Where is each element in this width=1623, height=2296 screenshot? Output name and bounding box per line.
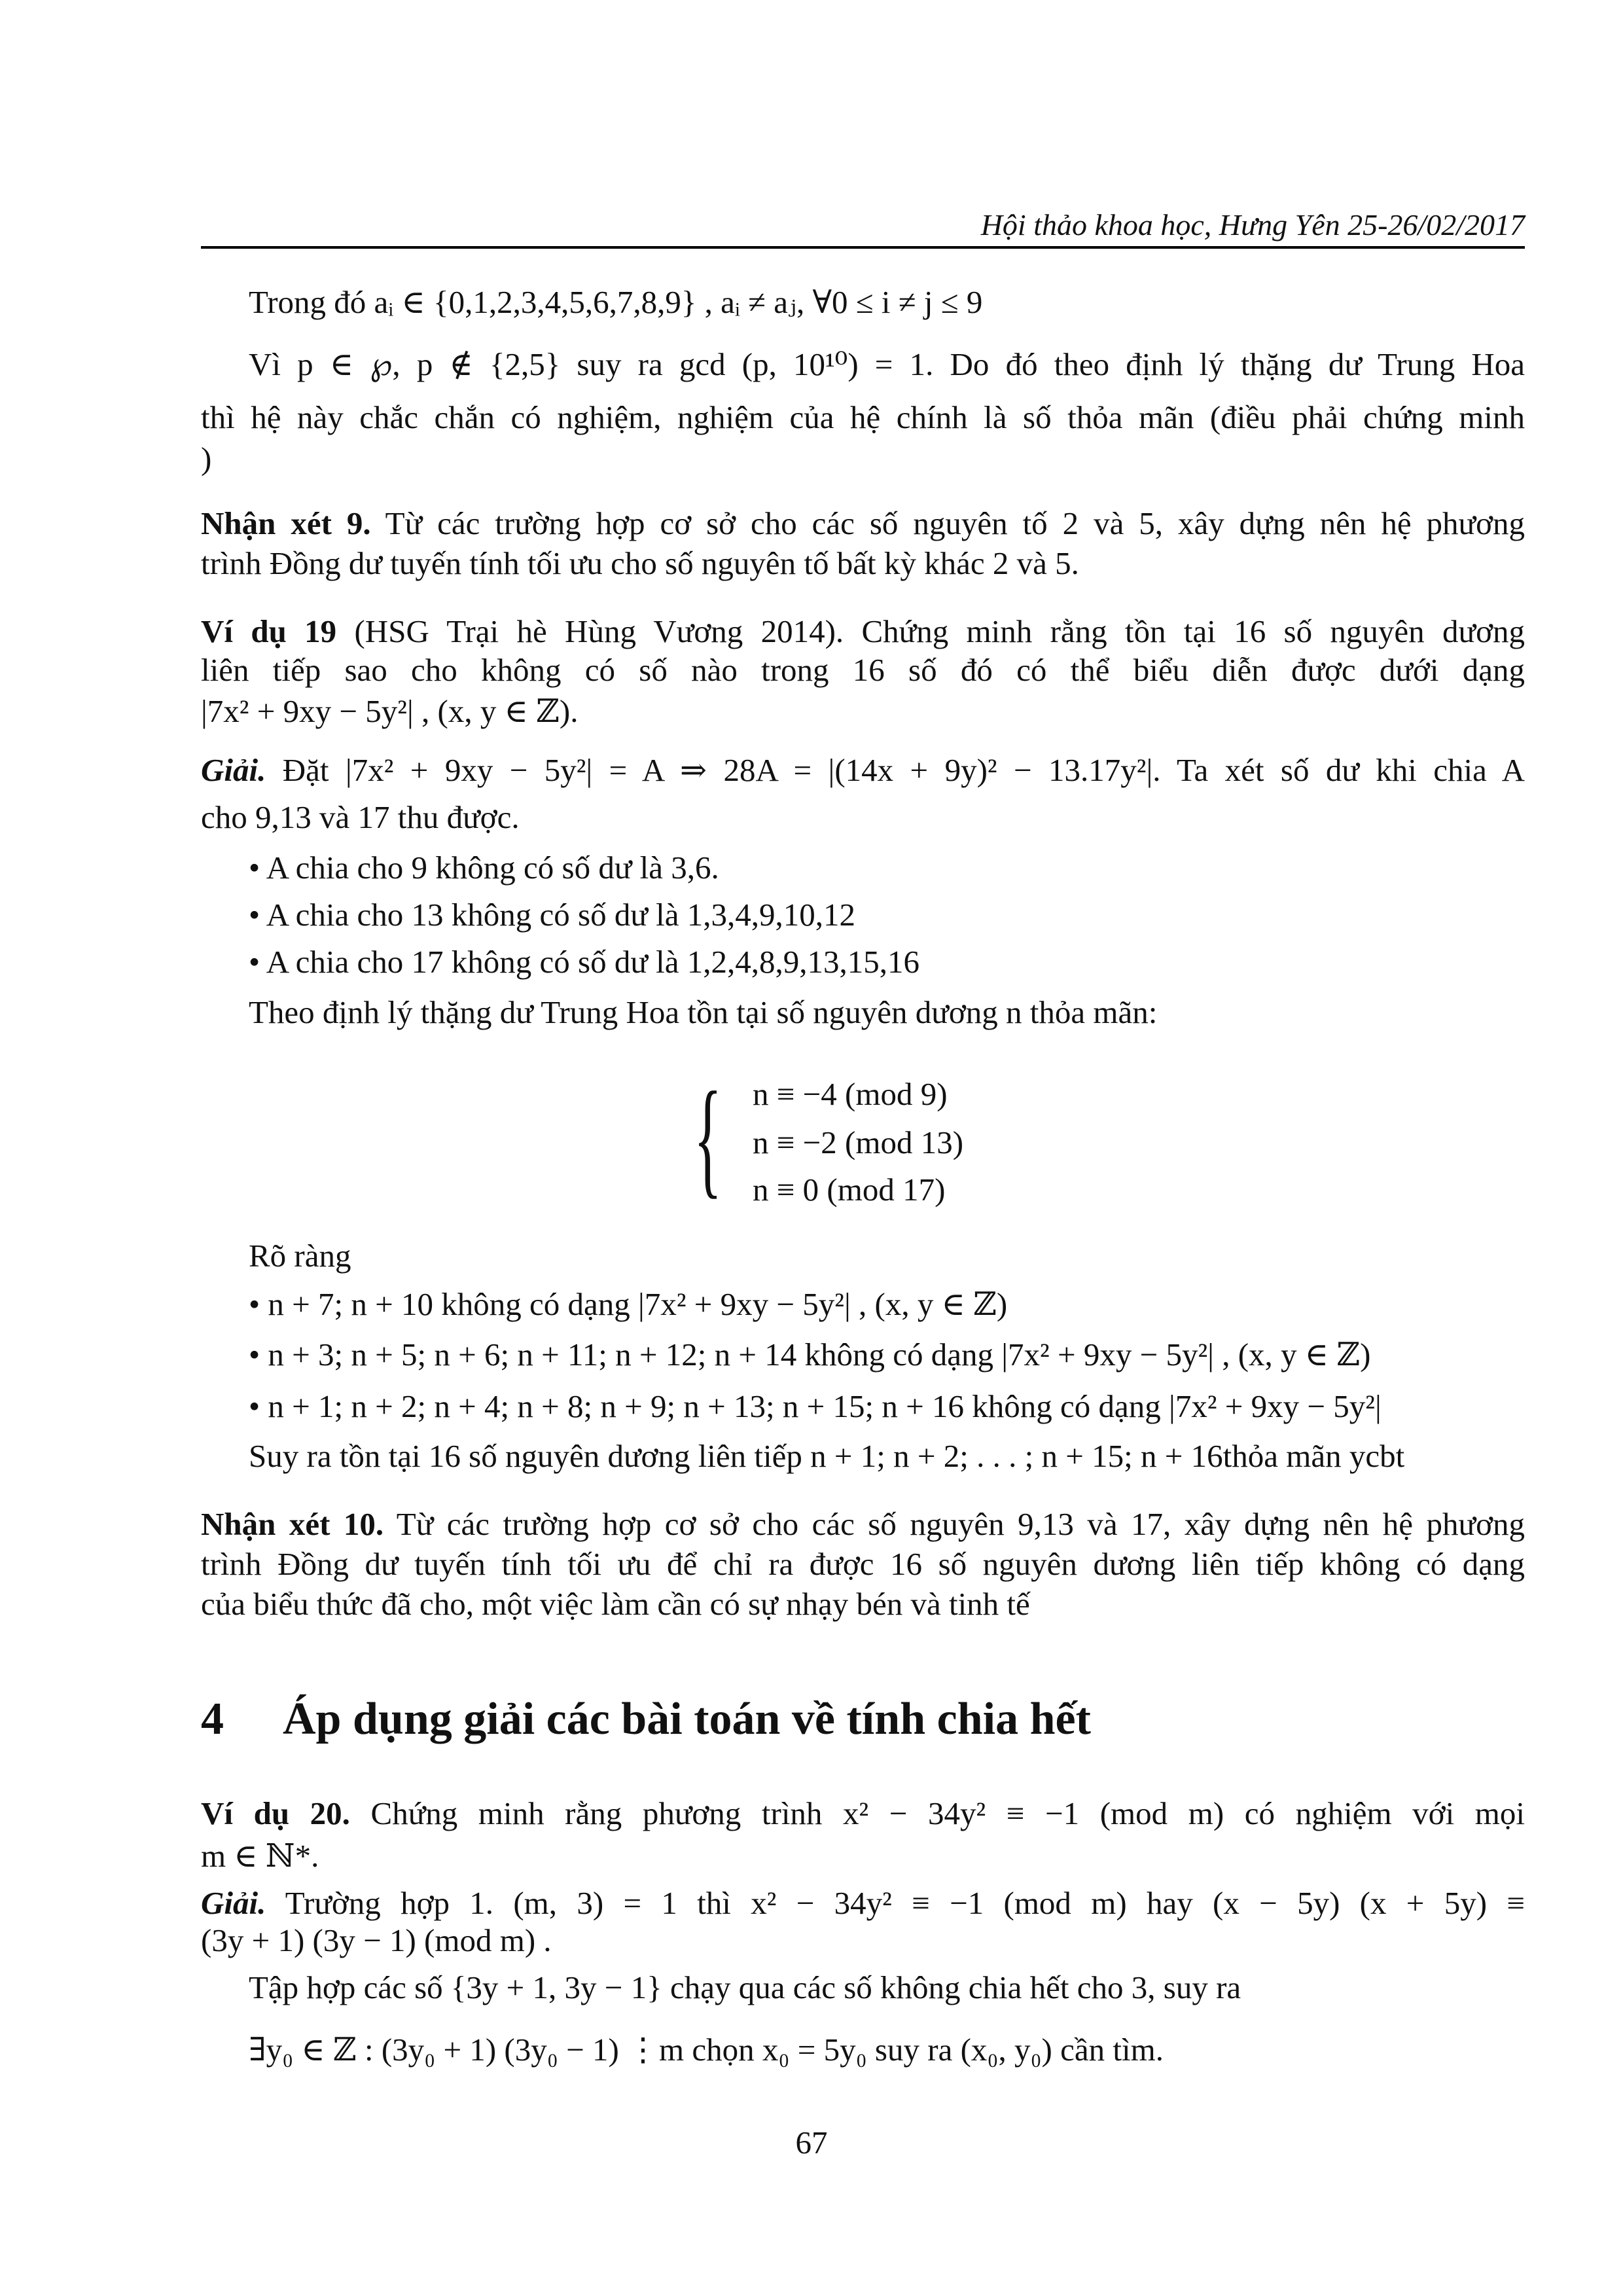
example-text: (HSG Trại hè Hùng Vương 2014). Chứng minh rằng tồn tại 16 số nguyên dương xyxy=(354,613,1525,649)
section-title: Áp dụng giải các bài toán về tính chia hết xyxy=(283,1694,1091,1744)
list-item: • n + 1; n + 2; n + 4; n + 8; n + 9; n + 13; n + 15; n + 16 không có dạng |7x² + 9xy − 5y²| xyxy=(249,1388,1382,1424)
text-line: Rõ ràng xyxy=(249,1238,351,1274)
example-label: Ví dụ 20. xyxy=(201,1795,350,1831)
remark-text: Từ các trường hợp cơ sở cho các số nguyên tố 2 và 5, xây dựng nên hệ phương xyxy=(385,505,1525,541)
remark-label: Nhận xét 9. xyxy=(201,505,371,541)
list-item: • n + 7; n + 10 không có dạng |7x² + 9xy − 5y²| , (x, y ∈ ℤ) xyxy=(249,1286,1008,1322)
section-number: 4 xyxy=(201,1694,224,1744)
remark-text: của biểu thức đã cho, một việc làm cần có sự nhạy bén và tinh tế xyxy=(201,1586,1030,1622)
example-20 xyxy=(201,1793,1525,1835)
solution-text: Đặt |7x² + 9xy − 5y²| = A ⇒ 28A = |(14x + 9y)² − 13.17y²|. Ta xét số dư khi chia A xyxy=(282,752,1525,788)
example-19 xyxy=(201,611,1525,653)
list-item-text: A chia cho 13 không có số dư là 1,3,4,9,10,12 xyxy=(266,897,855,933)
list-item-text: n + 7; n + 10 không có dạng |7x² + 9xy − 5y²| , (x, y ∈ ℤ) xyxy=(268,1286,1008,1322)
list-item: • n + 3; n + 5; n + 6; n + 11; n + 12; n + 14 không có dạng |7x² + 9xy − 5y²| , (x, y ∈ ℤ) xyxy=(249,1336,1371,1372)
running-header: Hội thảo khoa học, Hưng Yên 25-26/02/2017 xyxy=(980,208,1525,242)
remark-10 xyxy=(201,1503,1525,1545)
list-item: • A chia cho 9 không có số dư là 3,6. xyxy=(249,850,719,886)
solution-text: Tập hợp các số {3y + 1, 3y − 1} chạy qua các số không chia hết cho 3, suy ra xyxy=(249,1969,1241,2005)
solution-text: cho 9,13 và 17 thu được. xyxy=(201,799,520,835)
example-label: Ví dụ 19 xyxy=(201,613,337,649)
remark-text: trình Đồng dư tuyến tính tối ưu để chỉ ra được 16 số nguyên dương liên tiếp không có dạng xyxy=(201,1546,1525,1582)
solution-text: ∃y₀ ∈ ℤ : (3y₀ + 1) (3y₀ − 1) ⋮m chọn x₀ = 5y₀ suy ra (x₀, y₀) cần tìm. xyxy=(249,2032,1164,2068)
solution xyxy=(201,749,1525,791)
remark-9 xyxy=(201,503,1525,545)
remark-text: trình Đồng dư tuyến tính tối ưu cho số nguyên tố bất kỳ khác 2 và 5. xyxy=(201,545,1079,581)
solution xyxy=(201,1882,1525,1924)
list-item-text: n + 3; n + 5; n + 6; n + 11; n + 12; n + 14 không có dạng |7x² + 9xy − 5y²| , (x, y ∈ ℤ) xyxy=(268,1336,1371,1372)
list-item-text: A chia cho 17 không có số dư là 1,2,4,8,9,13,15,16 xyxy=(266,944,919,980)
list-item-text: A chia cho 9 không có số dư là 3,6. xyxy=(266,850,719,886)
example-text: liên tiếp sao cho không có số nào trong 16 số đó có thể biểu diễn được dưới dạng xyxy=(201,652,1525,688)
equation: n ≡ −2 (mod 13) xyxy=(753,1124,964,1160)
list-item: • A chia cho 13 không có số dư là 1,3,4,9,10,12 xyxy=(249,897,855,933)
remark-text: Từ các trường hợp cơ sở cho các số nguyên 9,13 và 17, xây dựng nên hệ phương xyxy=(396,1506,1525,1542)
text-line: ) xyxy=(201,440,212,476)
page-number: 67 xyxy=(795,2125,828,2161)
congruence-system xyxy=(694,1067,1021,1217)
example-text: m ∈ ℕ*. xyxy=(201,1838,319,1874)
remark-label: Nhận xét 10. xyxy=(201,1506,384,1542)
equation: n ≡ 0 (mod 17) xyxy=(753,1172,946,1208)
solution-label: Giải. xyxy=(201,1885,266,1921)
text-line: Trong đó aᵢ ∈ {0,1,2,3,4,5,6,7,8,9} , aᵢ ≠ aⱼ, ∀0 ≤ i ≠ j ≤ 9 xyxy=(249,284,983,320)
section-heading xyxy=(201,1690,1525,1749)
list-item: • A chia cho 17 không có số dư là 1,2,4,8,9,13,15,16 xyxy=(249,944,919,980)
solution-text: (3y + 1) (3y − 1) (mod m) . xyxy=(201,1922,552,1958)
text-line: Suy ra tồn tại 16 số nguyên dương liên tiếp n + 1; n + 2; . . . ; n + 15; n + 16thỏa mãn ycbt xyxy=(249,1438,1405,1474)
solution-text: Trường hợp 1. (m, 3) = 1 thì x² − 34y² ≡ −1 (mod m) hay (x − 5y) (x + 5y) ≡ xyxy=(285,1885,1525,1921)
text-line: Theo định lý thặng dư Trung Hoa tồn tại số nguyên dương n thỏa mãn: xyxy=(249,994,1158,1030)
text-line: thì hệ này chắc chắn có nghiệm, nghiệm của hệ chính là số thỏa mãn (điều phải chứng minh xyxy=(201,399,1525,435)
solution-label: Giải. xyxy=(201,752,266,788)
left-brace: { xyxy=(694,1066,722,1210)
equation: n ≡ −4 (mod 9) xyxy=(753,1076,948,1112)
example-text: Chứng minh rằng phương trình x² − 34y² ≡ −1 (mod m) có nghiệm với mọi xyxy=(370,1795,1525,1831)
example-text: |7x² + 9xy − 5y²| , (x, y ∈ ℤ). xyxy=(201,693,579,729)
header-rule xyxy=(201,246,1525,249)
text-line: Vì p ∈ ℘, p ∉ {2,5} suy ra gcd (p, 10¹⁰) = 1. Do đó theo định lý thặng dư Trung Hoa xyxy=(249,346,1525,382)
list-item-text: n + 1; n + 2; n + 4; n + 8; n + 9; n + 13; n + 15; n + 16 không có dạng |7x² + 9xy − 5y²| xyxy=(268,1388,1382,1424)
